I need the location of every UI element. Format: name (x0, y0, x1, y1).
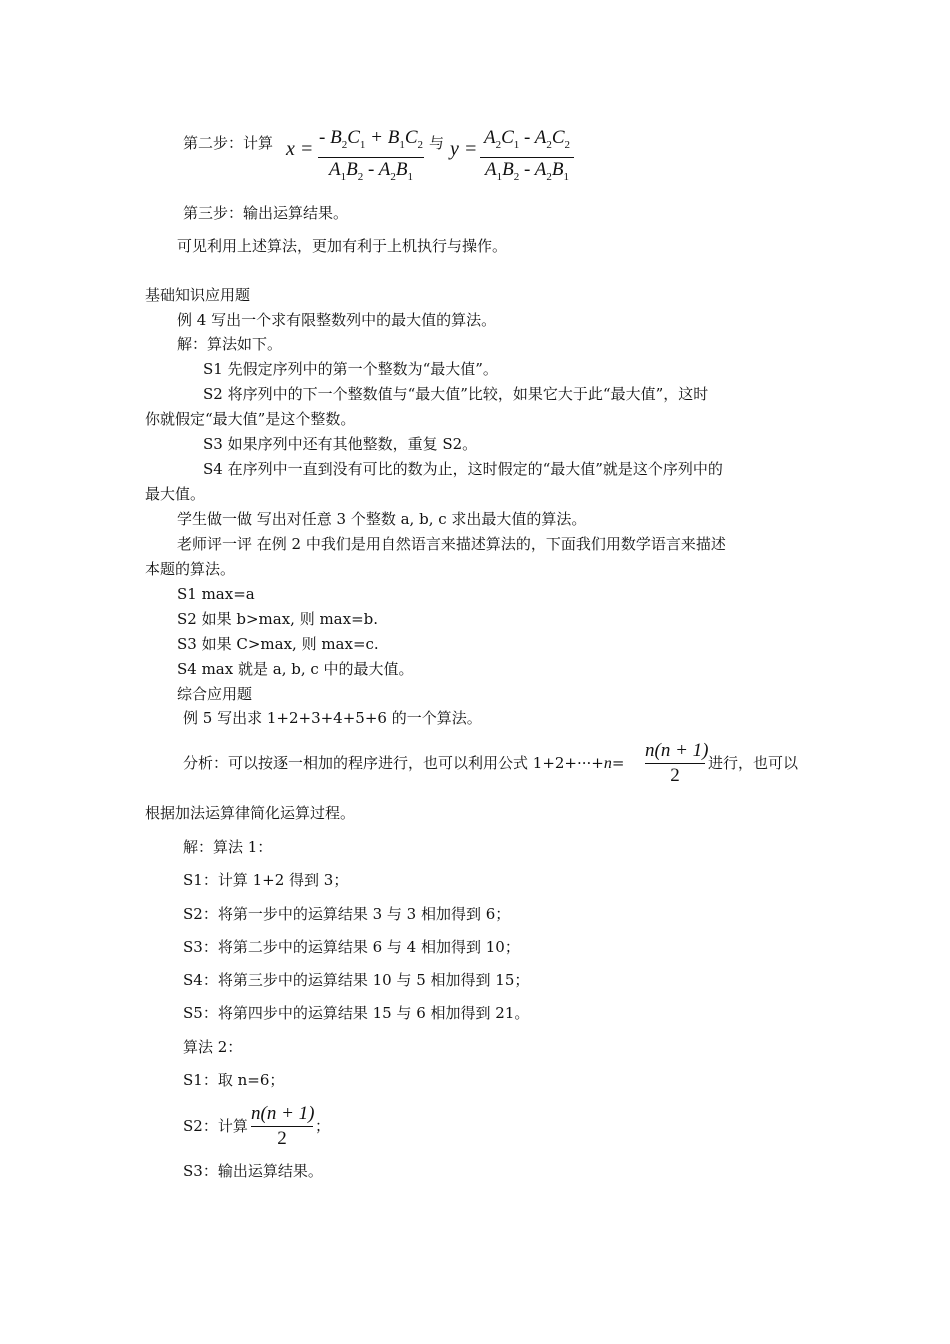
alg2-fraction (251, 1103, 313, 1150)
alg2-s1: S1：取 n=6； (183, 1071, 285, 1089)
section-comprehensive: 综合应用题 (177, 685, 253, 703)
ex5-analysis-eq: = (611, 754, 625, 772)
teacher-comment-b: 本题的算法。 (145, 560, 236, 578)
alg2-title: 算法 2： (183, 1038, 243, 1056)
y-fraction (480, 127, 574, 188)
ex5-analysis-text: 分析：可以按逐一相加的程序进行，也可以利用公式 1+2+···+ (183, 754, 604, 772)
teacher-comment-a: 老师评一评 在例 2 中我们是用自然语言来描述算法的，下面我们用数学语言来描述 (177, 535, 726, 553)
y-variable: y = (450, 138, 478, 160)
alg2-fraction-numerator: n(n + 1) (251, 1103, 315, 1124)
ex5-analysis-n: n (603, 755, 612, 772)
ex5-title: 例 5 写出求 1+2+3+4+5+6 的一个算法。 (183, 709, 482, 727)
ex5-analysis-c: 根据加法运算律简化运算过程。 (145, 804, 356, 822)
alg1-s3: S3：将第二步中的运算结果 6 与 4 相加得到 10； (183, 938, 520, 956)
x-variable: x = (286, 138, 314, 160)
sum-formula-fraction (645, 740, 709, 787)
section-basic: 基础知识应用题 (145, 286, 251, 304)
y-fraction-bar (480, 157, 574, 158)
x-fraction (318, 127, 424, 188)
sum-formula-numerator: n(n + 1) (645, 740, 709, 761)
ex4-s1: S1 先假定序列中的第一个整数为“最大值”。 (203, 360, 498, 378)
conclusion: 可见利用上述算法，更加有利于上机执行与操作。 (177, 237, 508, 255)
alg1-s5: S5：将第四步中的运算结果 15 与 6 相加得到 21。 (183, 1004, 530, 1022)
alg1-s1: S1：计算 1+2 得到 3； (183, 871, 349, 889)
ex5-analysis-a (183, 753, 624, 774)
step2-label: 第二步：计算 (183, 134, 274, 152)
student-task: 学生做一做 写出对任意 3 个整数 a, b, c 求出最大值的算法。 (177, 510, 587, 528)
alg2-s2-end: ； (315, 1117, 331, 1135)
math-s2: S2 如果 b>max, 则 max=b. (177, 610, 379, 628)
ex5-analysis-b: 进行，也可以 (708, 754, 799, 772)
x-fraction-bar (318, 157, 424, 158)
ex4-solution: 解：算法如下。 (177, 335, 283, 353)
alg2-fraction-bar (251, 1126, 313, 1127)
x-numerator: - $B_2C_1 + B_1C_2$ (319, 127, 423, 151)
ex4-s2-a: S2 将序列中的下一个整数值与“最大值”比较，如果它大于此“最大值”，这时 (203, 385, 709, 403)
conj-yu: 与 (429, 134, 445, 152)
ex4-s3: S3 如果序列中还有其他整数，重复 S2。 (203, 435, 478, 453)
alg1-s4: S4：将第三步中的运算结果 10 与 5 相加得到 15； (183, 971, 530, 989)
math-s1: S1 max=a (177, 585, 255, 603)
x-denominator: $A_1B_2 - A_2B_1$ (329, 158, 413, 183)
step3: 第三步：输出运算结果。 (183, 204, 349, 222)
alg2-s2-label: S2：计算 (183, 1117, 248, 1135)
ex4-title: 例 4 写出一个求有限整数列中的最大值的算法。 (177, 311, 497, 329)
y-numerator: $A_2C_1 - A_2C_2$ (483, 127, 571, 151)
alg2-s3: S3：输出运算结果。 (183, 1162, 323, 1180)
ex5-solution-1: 解：算法 1： (183, 838, 273, 856)
y-denominator: $A_1B_2 - A_2B_1$ (485, 158, 569, 183)
ex4-s4-b: 最大值。 (145, 485, 206, 503)
sum-formula-bar (645, 763, 705, 764)
alg2-fraction-denominator: 2 (277, 1128, 287, 1149)
ex4-s2-b: 你就假定“最大值”是这个整数。 (145, 410, 356, 428)
alg1-s2: S2：将第一步中的运算结果 3 与 3 相加得到 6； (183, 905, 511, 923)
ex4-s4-a: S4 在序列中一直到没有可比的数为止，这时假定的“最大值”就是这个序列中的 (203, 460, 723, 478)
sum-formula-denominator: 2 (670, 765, 680, 786)
math-s3: S3 如果 C>max, 则 max=c. (177, 635, 379, 653)
math-s4: S4 max 就是 a, b, c 中的最大值。 (177, 660, 414, 678)
